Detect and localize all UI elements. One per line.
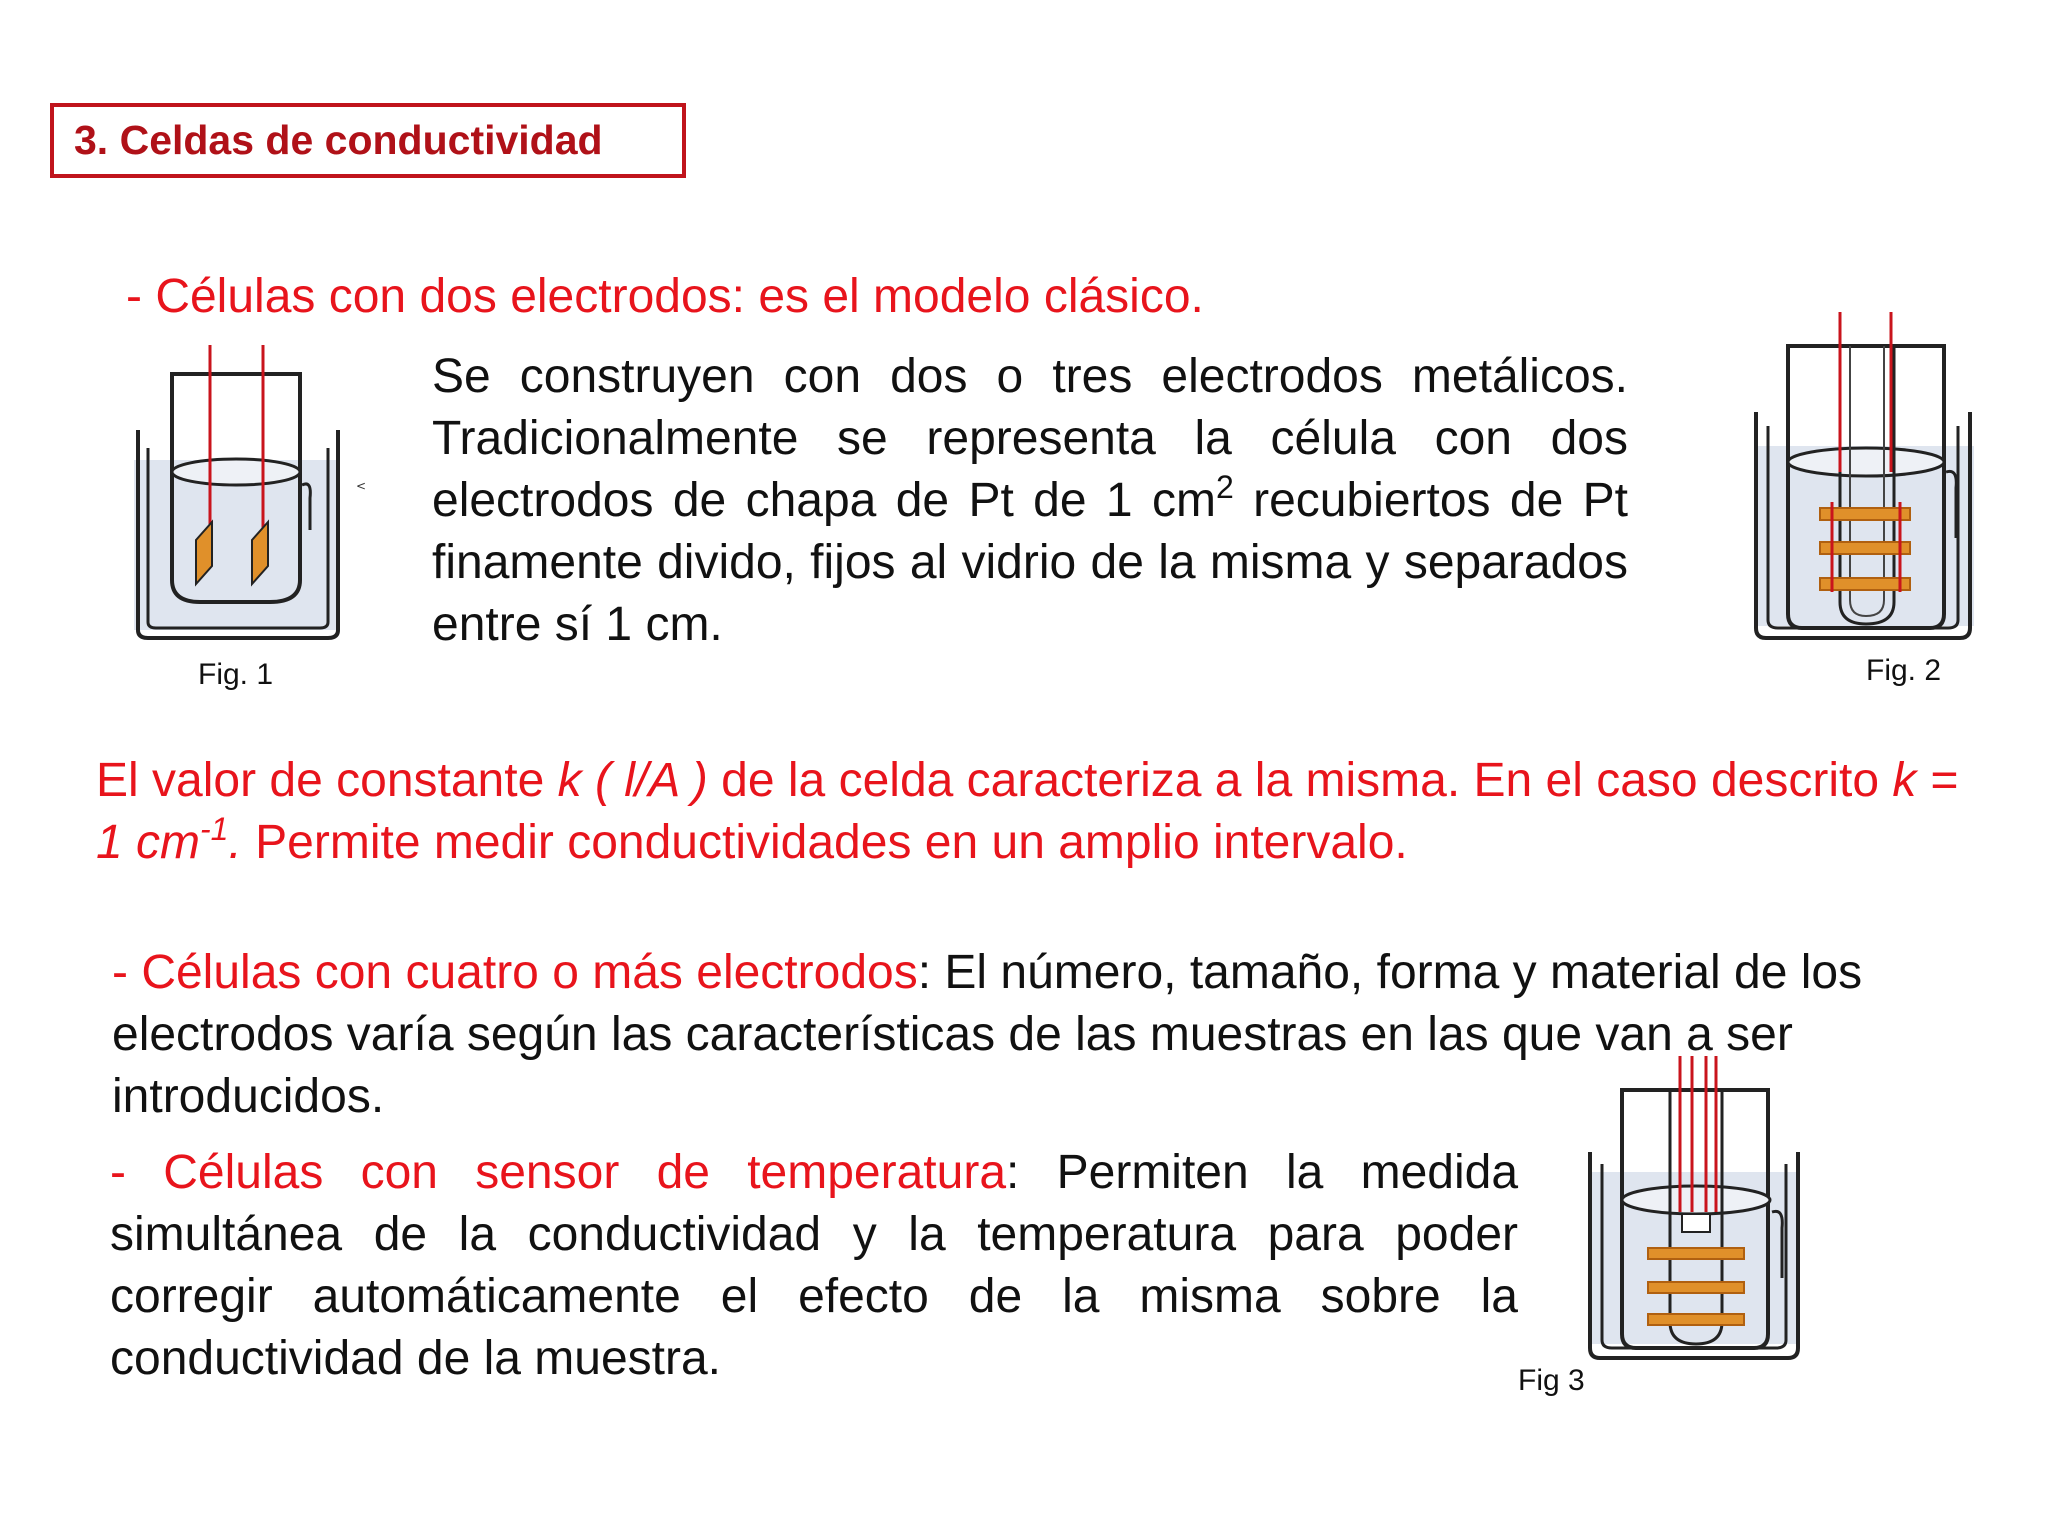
two-electrode-heading: - Células con dos electrodos: es el modelo clásico. [126, 270, 1204, 323]
svg-text:<: < [356, 479, 367, 493]
section-title: 3. Celdas de conductividad [50, 103, 686, 178]
fig1-two-electrode-cell-diagram [130, 330, 370, 650]
fig2-caption: Fig. 2 [1866, 654, 1942, 687]
temperature-sensor-paragraph: - Células con sensor de temperatura: Permiten la medida simultánea de la conductividad y la temperatura para poder corregir automáticamente el efecto de la misma sobre la conductividad de la muestra. [110, 1146, 1519, 1385]
temperature-sensor-heading: - Células con sensor de temperatura [110, 1146, 1007, 1199]
multi-electrode-heading: - Células con cuatro o más electrodos [112, 946, 918, 999]
fig3-temperature-cell-diagram [1582, 1052, 1812, 1372]
fig1-caption: Fig. 1 [198, 658, 274, 691]
fig2-cell-diagram [1748, 312, 1988, 652]
two-electrode-description: Se construyen con dos o tres electrodos metálicos. Tradicionalmente se representa la célula con dos electrodos de chapa de Pt de 1 $cm^2$ recubiertos de Pt finamente divido, fijos al vidrio de la misma y separados entre sí 1 cm. [432, 350, 1629, 651]
multi-electrode-paragraph: - Células con cuatro o más electrodos: El número, tamaño, forma y material de los electrodos varía según las características de las muestras en las que van a ser introducidos. [112, 946, 1863, 1123]
cell-constant-note: El valor de constante k ( l/A ) de la celda caracteriza a la misma. En el caso descrito k = 1 $cm^{-1}$. Permite medir conductividades en un amplio intervalo. [96, 754, 1958, 869]
fig3-caption: Fig 3 [1518, 1364, 1585, 1397]
